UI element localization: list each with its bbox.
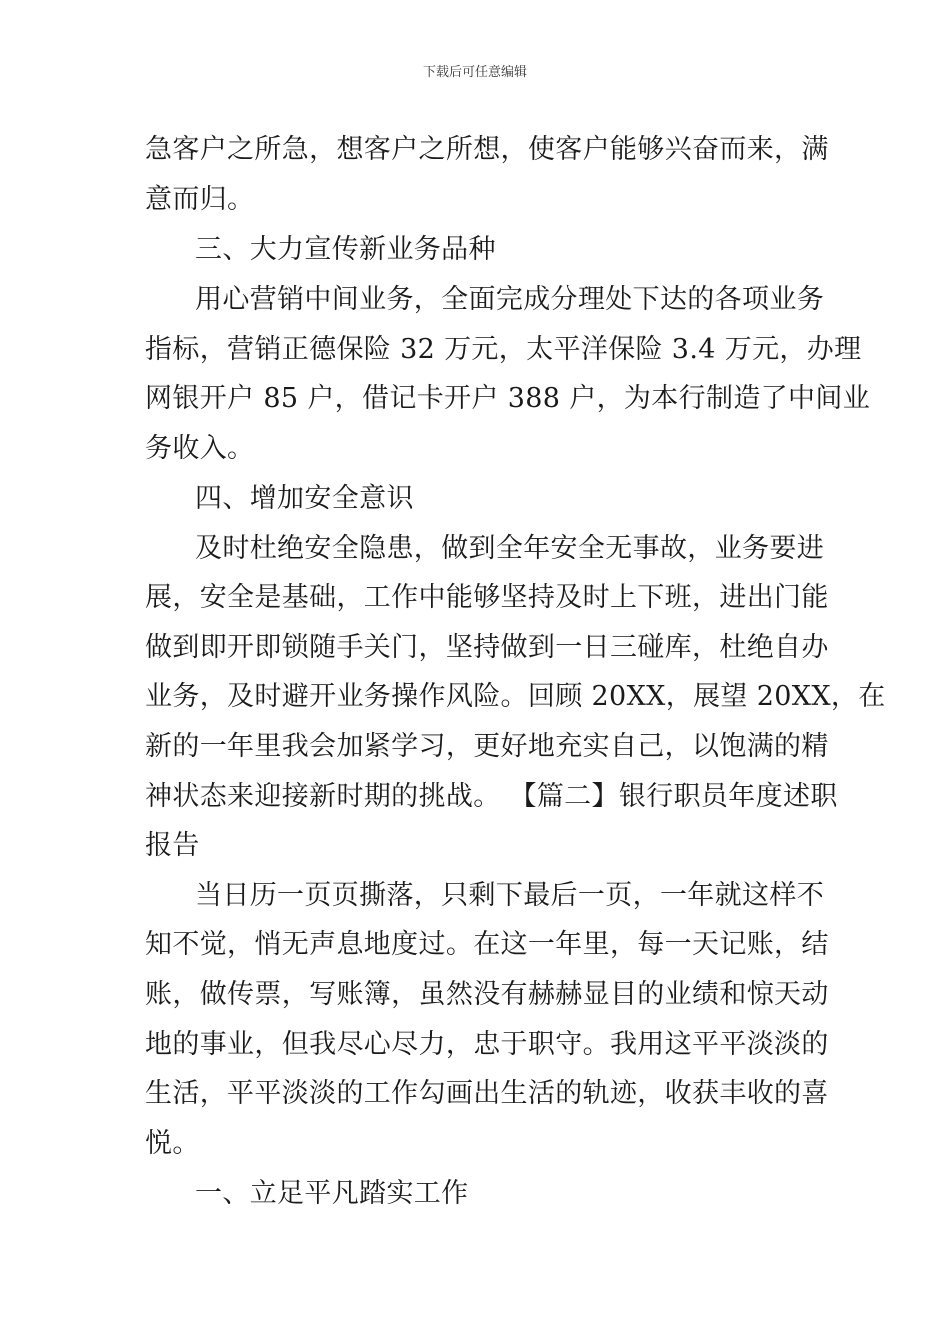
section-heading: 四、增加安全意识 (195, 483, 414, 514)
body-line: 生活，平平淡淡的工作勾画出生活的轨迹，收获丰收的喜 (145, 1078, 829, 1109)
body-line: 悦。 (145, 1128, 200, 1159)
body-line: 用心营销中间业务，全面完成分理处下达的各项业务 (195, 284, 825, 315)
body-line: 地的事业，但我尽心尽力，忠于职守。我用这平平淡淡的 (145, 1029, 829, 1060)
body-line: 新的一年里我会加紧学习，更好地充实自己，以饱满的精 (145, 731, 829, 762)
body-line: 报告 (145, 830, 200, 861)
body-line: 指标，营销正德保险 32 万元，太平洋保险 3.4 万元，办理 (145, 334, 862, 365)
body-line: 知不觉，悄无声息地度过。在这一年里，每一天记账，结 (145, 929, 829, 960)
page-header: 下载后可任意编辑 (422, 65, 527, 80)
body-line: 网银开户 85 户，借记卡开户 388 户，为本行制造了中间业 (145, 383, 871, 414)
section-heading: 三、大力宣传新业务品种 (195, 234, 496, 265)
body-line: 做到即开即锁随手关门，坚持做到一日三碰库，杜绝自办 (145, 632, 829, 663)
body-line: 务收入。 (145, 433, 255, 464)
body-line: 神状态来迎接新时期的挑战。 【篇二】银行职员年度述职 (145, 781, 838, 812)
body-line: 当日历一页页撕落，只剩下最后一页，一年就这样不 (195, 880, 825, 911)
section-heading: 一、立足平凡踏实工作 (195, 1178, 469, 1209)
body-line: 业务，及时避开业务操作风险。回顾 20XX，展望 20XX，在 (145, 681, 886, 712)
body-line: 账，做传票，写账簿，虽然没有赫赫显目的业绩和惊天动 (145, 979, 829, 1010)
body-line: 急客户之所急，想客户之所想，使客户能够兴奋而来，满 (145, 134, 829, 165)
body-line: 意而归。 (145, 184, 255, 215)
body-line: 展，安全是基础，工作中能够坚持及时上下班，进出门能 (145, 582, 829, 613)
body-line: 及时杜绝安全隐患，做到全年安全无事故，业务要进 (195, 533, 825, 564)
